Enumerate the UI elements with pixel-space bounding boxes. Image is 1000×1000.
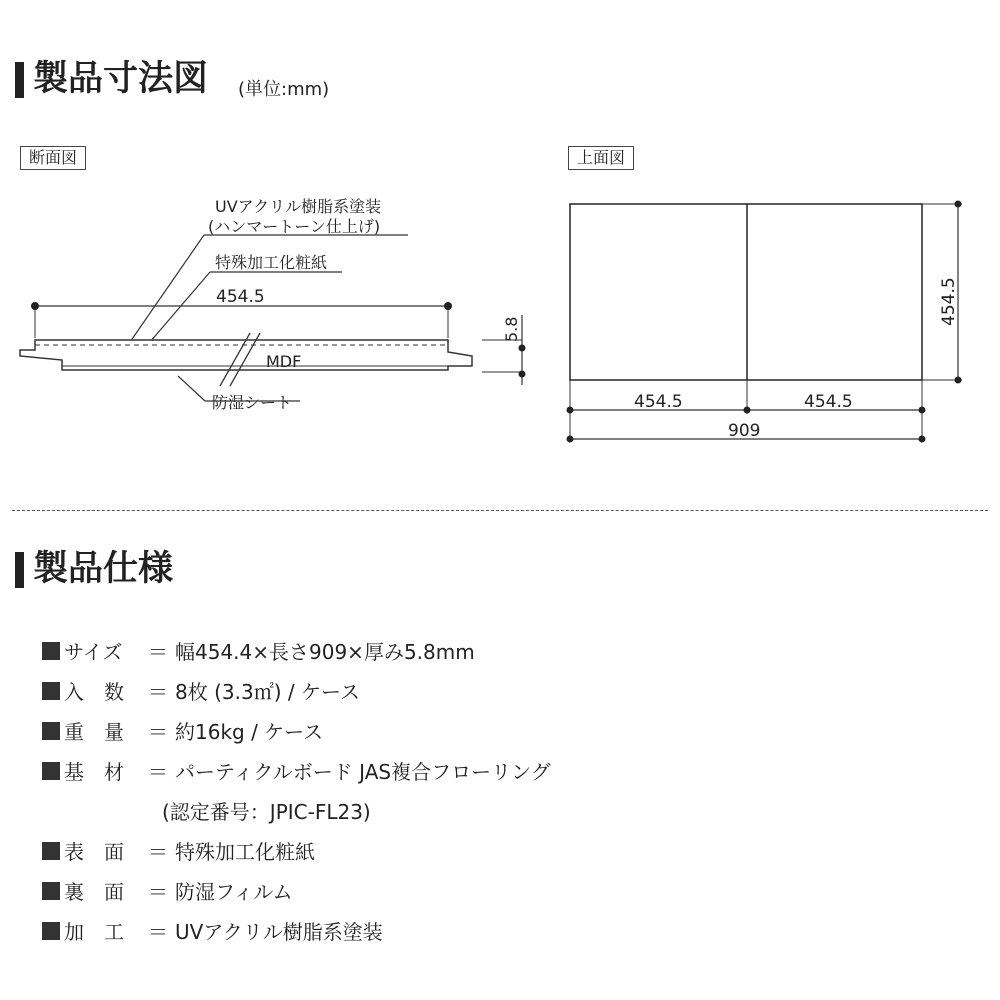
spec-value: 特殊加工化粧紙: [175, 840, 315, 864]
spec-value: パーティクルボード JAS複合フローリング: [175, 760, 551, 784]
paper-label: 特殊加工化粧紙: [215, 253, 328, 272]
heading-mark: [15, 552, 24, 588]
top-width-right: 454.5: [804, 392, 853, 412]
spec-value: 約16kg / ケース: [175, 720, 324, 744]
top-width-left: 454.5: [634, 392, 683, 412]
bullet-square: [42, 642, 60, 660]
bullet-square: [42, 922, 60, 940]
spec-value: UVアクリル樹脂系塗装: [175, 920, 383, 944]
bullet-square: [42, 842, 60, 860]
coating-label-line1: UVアクリル樹脂系塗装: [215, 197, 382, 216]
spec-row-finish: [42, 918, 383, 946]
spec-label: 裏 面: [64, 880, 124, 904]
bullet-square: [42, 882, 60, 900]
spec-label: 基 材: [64, 760, 124, 784]
spec-row-base: [42, 758, 551, 786]
spec-value: 8枚 (3.3㎡) / ケース: [175, 680, 360, 704]
spec-row-size: [42, 638, 475, 666]
bullet-square: [42, 762, 60, 780]
spec-row-weight: [42, 718, 323, 746]
heading-mark: [15, 62, 24, 98]
equals-sign: ＝: [148, 720, 168, 744]
coating-label-line2: (ハンマートーン仕上げ): [208, 217, 381, 236]
core-label: MDF: [266, 352, 302, 371]
unit-label: (単位:mm): [238, 79, 330, 100]
spec-row-back: [42, 878, 293, 906]
specs-title: 製品仕様: [33, 549, 174, 589]
spec-label: サイズ: [64, 640, 123, 664]
spec-label: 加 工: [64, 920, 124, 944]
section-divider: [12, 510, 988, 511]
top-height-dimension: 454.5: [939, 277, 959, 326]
bullet-square: [42, 722, 60, 740]
spec-label: 入 数: [64, 680, 124, 704]
dimensions-title: 製品寸法図: [33, 59, 209, 99]
certification-note: (認定番号：JPIC-FL23): [162, 800, 371, 824]
thickness-dimension: 5.8: [502, 316, 521, 342]
top-view-diagram: [560, 190, 1000, 450]
spec-row-surface: [42, 838, 315, 866]
top-view-label: 上面図: [568, 146, 634, 170]
equals-sign: ＝: [148, 880, 168, 904]
cross-section-label: 断面図: [20, 146, 86, 170]
bullet-square: [42, 682, 60, 700]
equals-sign: ＝: [148, 920, 168, 944]
spec-row-quantity: [42, 678, 360, 706]
cross-section-diagram: [0, 190, 560, 490]
spec-label: 表 面: [64, 840, 124, 864]
width-dimension: 454.5: [216, 287, 265, 307]
top-total-width: 909: [728, 421, 761, 441]
spec-label: 重 量: [64, 720, 124, 744]
spec-value: 防湿フィルム: [175, 880, 293, 904]
equals-sign: ＝: [148, 760, 168, 784]
spec-value: 幅454.4×長さ909×厚み5.8mm: [175, 640, 475, 664]
equals-sign: ＝: [148, 840, 168, 864]
equals-sign: ＝: [148, 640, 168, 664]
equals-sign: ＝: [148, 680, 168, 704]
backing-label: 防湿シート: [212, 393, 293, 412]
